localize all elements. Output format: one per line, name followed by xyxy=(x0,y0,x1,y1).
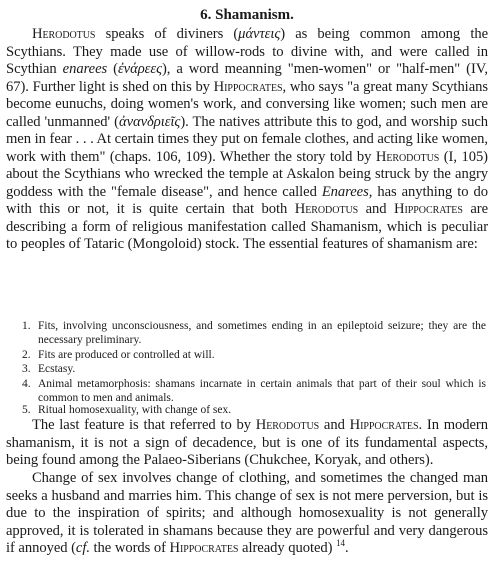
author-name: Hippocrates xyxy=(169,540,239,556)
abbreviation-cf: cf. xyxy=(75,540,90,556)
text-run: , who says "a great many Scythians become eunuchs, doing women's work, and conversing like women; such men are called 'unmanned' ( xyxy=(6,78,488,130)
text-run: (I, 105) about the Scythians who wrecked the temple at Askalon being struck by the angry goddess with the "female disease", and hence called xyxy=(6,148,488,200)
list-number: 3. xyxy=(22,363,31,376)
list-item xyxy=(22,362,486,376)
text-run: Change of sex involves change of clothing, and sometimes the changed man seeks a husband and marries him. This change of sex is not mere perversion, but is due to the inspiration of spirits; and although homosexuality is not generally approved, it is tolerated in shamans because they are powerful and very dangerous if annoyed ( xyxy=(6,470,488,556)
greek-term: μάντεις xyxy=(238,26,281,42)
text-run: The last feature is that referred to by xyxy=(32,417,256,433)
text-run: . xyxy=(344,540,349,556)
paragraph-diviners xyxy=(6,26,488,254)
list-number: 5. xyxy=(22,404,31,416)
author-name: Hippocrates xyxy=(213,78,283,95)
greek-term: ἐνάρεες xyxy=(117,61,162,77)
text-run: and xyxy=(358,201,394,217)
paragraph-change-of-sex xyxy=(6,470,488,558)
author-name: Herodotus xyxy=(375,148,440,165)
author-name: Herodotus xyxy=(255,417,320,433)
list-item xyxy=(22,377,486,406)
features-list xyxy=(22,319,486,405)
paragraph-last-feature xyxy=(6,417,488,470)
text-run: the words of xyxy=(89,540,170,556)
text-run: ( xyxy=(107,61,118,77)
greek-term: ἀνανδριεῖς xyxy=(118,113,181,130)
text-run: ). The natives attribute this to god, and worship such men in fear . . . At certain times they put on female clothes, and acting like women, work with them" (chaps. 106, 109). Whether the story told by xyxy=(6,113,488,165)
text-run: has anything to do with this or not, it is quite certain that both xyxy=(6,183,488,217)
author-name: Hippocrates xyxy=(349,417,419,433)
list-item xyxy=(22,348,486,362)
list-text: Animal metamorphosis: shamans incarnate in certain animals that part of their soul which is common to men and animals. xyxy=(38,377,486,405)
author-name: Hippocrates xyxy=(393,201,463,217)
author-name: Herodotus xyxy=(294,201,359,217)
list-text: Ecstasy. xyxy=(38,363,76,376)
list-number: 4. xyxy=(22,377,31,390)
text-run: are describing a form of religious manifestation called Shamanism, which is peculiar to peoples of Tataric (Mongoloid) stock. The essential features of shamanism are: xyxy=(6,201,489,252)
text-run: ) as being common among the Scythians. They made use of willow-rods to divine with, and were called in Scythian xyxy=(6,26,489,77)
list-item xyxy=(22,319,486,348)
features-list-continued xyxy=(22,403,486,417)
section-title: 6. Shamanism. xyxy=(200,7,294,23)
text-run: ), a word meanning "men-women" or "half-men" (IV, 67). Further light is shed on this by xyxy=(6,61,488,95)
list-item xyxy=(22,403,486,417)
list-text: Ritual homosexuality, with change of sex. xyxy=(38,404,232,416)
list-number: 2. xyxy=(22,348,31,361)
list-number: 1. xyxy=(22,320,31,332)
list-text: Fits are produced or controlled at will. xyxy=(38,348,215,361)
author-name: Herodotus xyxy=(32,26,96,42)
text-run: already quoted) xyxy=(238,540,337,556)
term-enarees: Enarees, xyxy=(321,183,373,200)
list-text: Fits, involving unconsciousness, and sometimes ending in an epileptoid seizure; they are the necessary preliminary. xyxy=(38,320,486,347)
text-run: and xyxy=(319,417,350,433)
footnote-ref[interactable]: 14 xyxy=(336,538,345,549)
text-run: speaks of diviners ( xyxy=(95,26,239,42)
term-enarees: enarees xyxy=(62,61,108,77)
text-run: . In modern shamanism, it is not a sign of decadence, but is one of its fundamental aspects, being found among the Palaeo-Siberians (Chukchee, Koryak, and others). xyxy=(6,417,488,468)
